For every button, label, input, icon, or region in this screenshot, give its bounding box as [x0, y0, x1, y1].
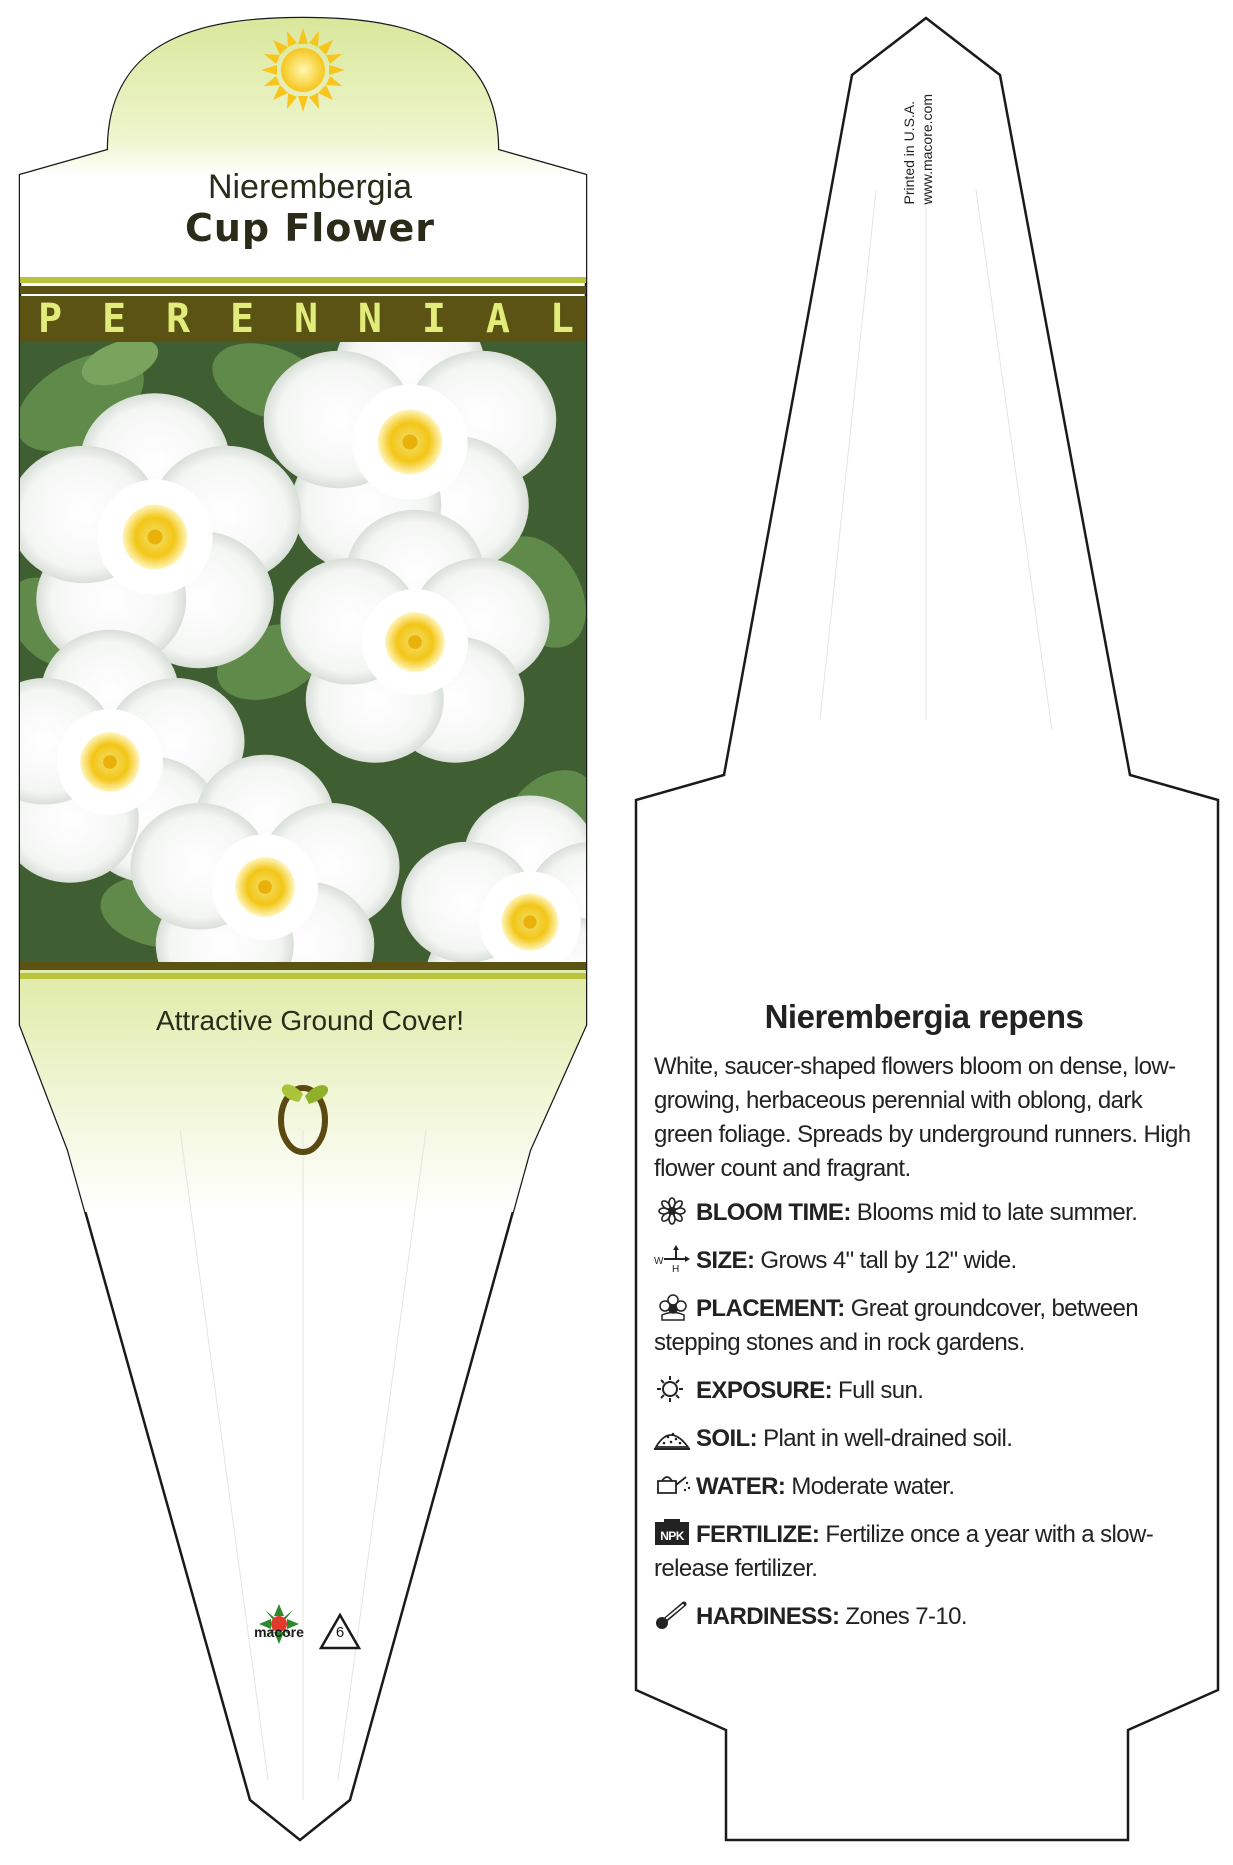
brand-label: macore	[254, 1624, 304, 1640]
sun-icon	[261, 28, 345, 112]
attribute-bloom-time	[654, 1196, 1194, 1230]
thermometer-icon	[654, 1601, 692, 1629]
attribute-hardiness	[654, 1600, 1194, 1634]
category-letter: I	[421, 296, 446, 342]
attribute-value: Great groundcover, between stepping stones and in rock gardens.	[654, 1295, 1138, 1356]
category-letter: E	[229, 296, 255, 342]
attribute-soil	[654, 1422, 1194, 1456]
attribute-value: Plant in well-drained soil.	[757, 1425, 1013, 1452]
botanical-name: Nierembergia repens	[764, 998, 1084, 1035]
attribute-value: Grows 4" tall by 12" wide.	[754, 1247, 1017, 1274]
category-letter: P	[38, 296, 63, 342]
size-icon	[654, 1245, 692, 1273]
attribute-label: SOIL:	[696, 1425, 757, 1452]
back-content	[654, 998, 1194, 1648]
size-icon-w: W	[654, 1256, 663, 1267]
attribute-label: BLOOM TIME:	[696, 1199, 851, 1226]
attribute-value: Moderate water.	[785, 1473, 955, 1500]
category-letter: A	[485, 296, 510, 342]
attribute-value: Full sun.	[831, 1377, 924, 1404]
soil-icon	[654, 1423, 692, 1451]
attribute-value: Fertilize once a year with a slow-release fertilizer.	[654, 1521, 1154, 1582]
cultivar-name: Cup Flower	[184, 206, 436, 250]
placement-icon	[654, 1293, 692, 1321]
attribute-label: HARDINESS:	[696, 1603, 840, 1630]
category-letter: N	[293, 296, 319, 342]
attribute-label: SIZE:	[696, 1247, 755, 1274]
attribute-placement	[654, 1292, 1194, 1360]
npk-icon	[654, 1519, 692, 1547]
recycle-number: 6	[335, 1624, 345, 1641]
website-line: www.macore.com	[919, 94, 935, 205]
attribute-label: PLACEMENT:	[696, 1295, 845, 1322]
attribute-fertilize	[654, 1518, 1194, 1586]
category-letter: L	[549, 296, 574, 342]
printed-notice	[900, 94, 936, 204]
npk-text: NPK	[660, 1529, 684, 1543]
size-icon-h: H	[672, 1264, 679, 1273]
attribute-label: WATER:	[696, 1473, 786, 1500]
watering-can-icon	[654, 1471, 692, 1499]
tagline: Attractive Ground Cover!	[155, 1005, 465, 1036]
attribute-value: Zones 7-10.	[839, 1603, 967, 1630]
attribute-water	[654, 1470, 1194, 1504]
description: White, saucer-shaped flowers bloom on dense, low-growing, herbaceous perennial with oblong, dark green foliage. Spreads by underground runners. High flower count and fragrant.	[654, 1053, 1191, 1182]
attribute-value: Blooms mid to late summer.	[850, 1199, 1138, 1226]
sun-icon	[654, 1375, 692, 1403]
plant-photo	[20, 342, 586, 962]
flower-icon	[654, 1197, 692, 1225]
category-letter: R	[165, 296, 191, 342]
category-banner	[20, 296, 586, 342]
category-letter: N	[357, 296, 383, 342]
common-name: Nierembergia	[207, 168, 413, 206]
attribute-label: FERTILIZE:	[696, 1521, 820, 1548]
attribute-label: EXPOSURE:	[696, 1377, 832, 1404]
attribute-size	[654, 1244, 1194, 1278]
category-letter: E	[101, 296, 127, 342]
printed-line: Printed in U.S.A.	[901, 100, 917, 205]
attribute-exposure	[654, 1374, 1194, 1408]
